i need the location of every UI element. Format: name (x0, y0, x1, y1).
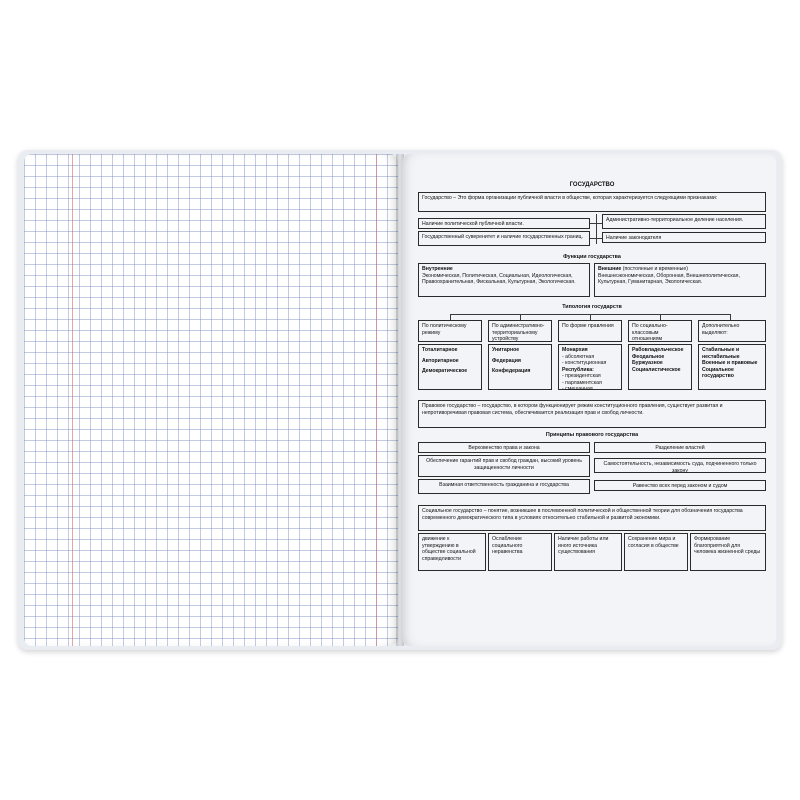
notebook-page-right-diagram (402, 154, 776, 646)
typology-item: Тоталитарное (422, 347, 458, 353)
sign-box-4: Наличие законодателя (602, 232, 766, 243)
typology-item: Социалистическое (632, 366, 681, 373)
social-state-item-4: Сохранение мира и согласия в обществе (624, 533, 688, 571)
connector (590, 223, 602, 224)
functions-internal-text: Экономическая, Политическая, Социальная, Идеологическая, Правоохранительная, Фискальная, Культурная, Экологическая. (422, 272, 576, 285)
typology-col-head-5: Дополнительно выделяют: (698, 320, 766, 342)
sign-box-3: Государственный суверенитет и наличие государственных границ. (418, 231, 590, 246)
principle-left-2: Обеспечение гарантий прав и свобод граждан, высокий уровень защищенности личности (418, 455, 590, 477)
notebook-spread (18, 150, 782, 650)
typology-item: Монархия (562, 347, 588, 353)
typology-col-body-3 (558, 344, 622, 390)
typology-item: Буржуазное (632, 360, 663, 366)
sign-box-2: Административно-территориальное деление населения. (602, 214, 766, 229)
sign-box-1: Наличие политической публичной власти. (418, 218, 590, 229)
typology-item: - президентская (562, 373, 601, 379)
margin-line (72, 154, 73, 646)
functions-header: Функции государства (563, 254, 621, 260)
typology-item: Военные и правовые (702, 360, 758, 366)
functions-external-title: Внешние (598, 266, 622, 272)
connector (590, 238, 602, 239)
typology-col-body-4 (628, 344, 692, 390)
margin-line-secondary (376, 154, 377, 646)
typology-item: Рабовладельческое (632, 347, 684, 353)
principle-right-2: Самостоятельность, независимость суда, подчиненного только закону (594, 458, 766, 473)
typology-item: - конституционная (562, 360, 607, 366)
typology-col-head-1: По политическому режиму (418, 320, 482, 342)
social-state-item-3: Наличие работы или иного источника существования (554, 533, 622, 571)
typology-item: Социальное государство (702, 366, 734, 379)
functions-external-box (594, 263, 766, 297)
principle-left-1: Верховенство права и закона (418, 442, 590, 453)
typology-header: Типология государств (562, 304, 622, 310)
typology-item: Феодальное (632, 353, 665, 360)
functions-internal-title: Внутренние (422, 266, 453, 272)
typology-item: - абсолютная (562, 353, 595, 360)
typology-col-body-5 (698, 344, 766, 390)
social-state-item-1: движение к утверждению в обществе социальной справедливости (418, 533, 486, 571)
typology-col-head-4: По социально-классовым отношениям (628, 320, 692, 342)
principle-right-1: Разделение властей (594, 442, 766, 453)
legal-state-principles-header: Принципы правового государства (545, 432, 639, 438)
typology-col-head-2: По административно-территориальному устройству (488, 320, 552, 342)
typology-item: - смешанная (562, 386, 593, 392)
typology-col-body-2 (488, 344, 552, 390)
legal-state-definition: Правовое государство – государство, в котором функционирует режим конституционного правления, существует развитая и непротиворечивая правовая система, обеспечивается реализация прав и свобод личности. (418, 400, 766, 428)
functions-external-text: Внешнеэкономическая, Оборонная, Внешнеполитическая, Культурная, Гуманитарная, Экологическая. (598, 272, 740, 285)
typology-item: Республика: (562, 366, 594, 373)
social-state-item-2: Ослабление социального неравенства (488, 533, 552, 571)
connector (596, 214, 597, 244)
typology-col-body-1 (418, 344, 482, 390)
definition-box: Государство – Это форма организации публичной власти в обществе, которая характеризуется следующими признаками: (418, 192, 766, 212)
typology-item: Демократическое (422, 368, 468, 374)
typology-item: Унитарное (492, 347, 520, 353)
functions-internal-box (418, 263, 590, 297)
notebook-page-left-grid (24, 154, 398, 646)
typology-item: Стабильные и нестабильные (702, 347, 740, 360)
functions-external-note: (постоянные и временные) (622, 266, 688, 272)
typology-item: Конфедерация (492, 368, 531, 374)
social-state-item-5: Формирование благоприятной для человека жизненной среды (690, 533, 766, 571)
typology-item: Федерация (492, 357, 521, 364)
typology-item: Авторитарное (422, 357, 459, 364)
principle-right-3: Равенство всех перед законом и судом (594, 480, 766, 491)
state-diagram (412, 162, 768, 638)
principle-left-3: Взаимная ответственность гражданина и государства (418, 479, 590, 494)
social-state-definition: Социальное государство – понятие, возникшее в послевоенной политической и общественной теории для обозначения государства современного демократического типа в условиях относительно стабильной и развитой экономики. (418, 505, 766, 531)
typology-item: - парламентская (562, 379, 602, 386)
typology-col-head-3: По форме правления (558, 320, 622, 342)
diagram-title: ГОСУДАРСТВО (569, 182, 615, 188)
